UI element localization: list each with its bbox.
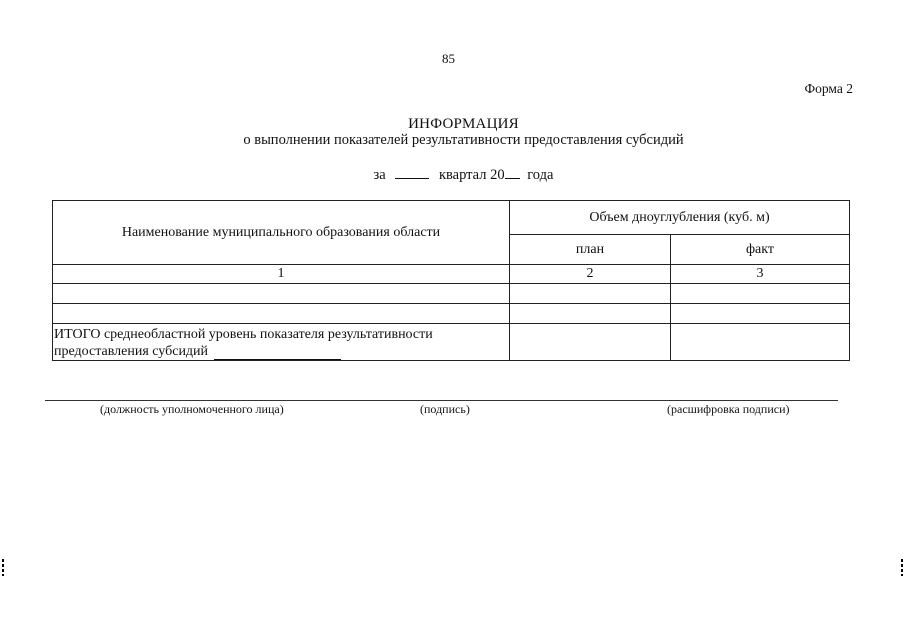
reporting-period-line: [0, 166, 905, 184]
name-decoding-caption: (расшифровка подписи): [667, 402, 790, 416]
total-plan-cell[interactable]: [510, 324, 671, 361]
total-label-line2: предоставления субсидий: [54, 344, 209, 359]
municipality-column-header: Наименование муниципального образования области: [53, 201, 510, 265]
year-blank-field[interactable]: [505, 166, 520, 179]
table-header-row: [53, 201, 850, 235]
period-year-text: года: [527, 167, 554, 183]
form-label: Форма 2: [804, 81, 853, 96]
municipality-cell[interactable]: [53, 284, 510, 304]
fact-column-header: факт: [671, 235, 850, 265]
signature-line[interactable]: [45, 400, 838, 401]
total-label-line1: ИТОГО среднеобластной уровень показателя результативности: [54, 327, 433, 342]
table-row: [53, 304, 850, 324]
scan-edge-mark-left: [2, 559, 4, 576]
table-row: [53, 284, 850, 304]
scan-edge-mark-right: [901, 559, 903, 576]
plan-column-header: план: [510, 235, 671, 265]
period-quarter-text: квартал 20: [438, 167, 505, 183]
fact-cell[interactable]: [671, 284, 850, 304]
column-number: 2: [510, 265, 671, 284]
plan-cell[interactable]: [510, 304, 671, 324]
column-number-row: [53, 265, 850, 284]
document-subtitle: о выполнении показателей результативности предоставления субсидий: [243, 132, 684, 148]
fact-cell[interactable]: [671, 304, 850, 324]
column-number: 1: [53, 265, 510, 284]
total-fact-cell[interactable]: [671, 324, 850, 361]
report-table: [52, 200, 850, 361]
total-blank-field[interactable]: [214, 358, 341, 360]
page-number: 85: [442, 51, 455, 66]
total-row: [53, 324, 850, 361]
signature-caption: (подпись): [420, 402, 470, 416]
period-prefix: за: [373, 167, 386, 183]
document-title: ИНФОРМАЦИЯ: [408, 116, 519, 132]
plan-cell[interactable]: [510, 284, 671, 304]
municipality-cell[interactable]: [53, 304, 510, 324]
column-number: 3: [671, 265, 850, 284]
quarter-blank-field[interactable]: [395, 166, 429, 179]
total-label-cell: [53, 324, 510, 361]
dredging-volume-header: Объем дноуглубления (куб. м): [510, 201, 850, 235]
position-caption: (должность уполномоченного лица): [100, 402, 284, 416]
